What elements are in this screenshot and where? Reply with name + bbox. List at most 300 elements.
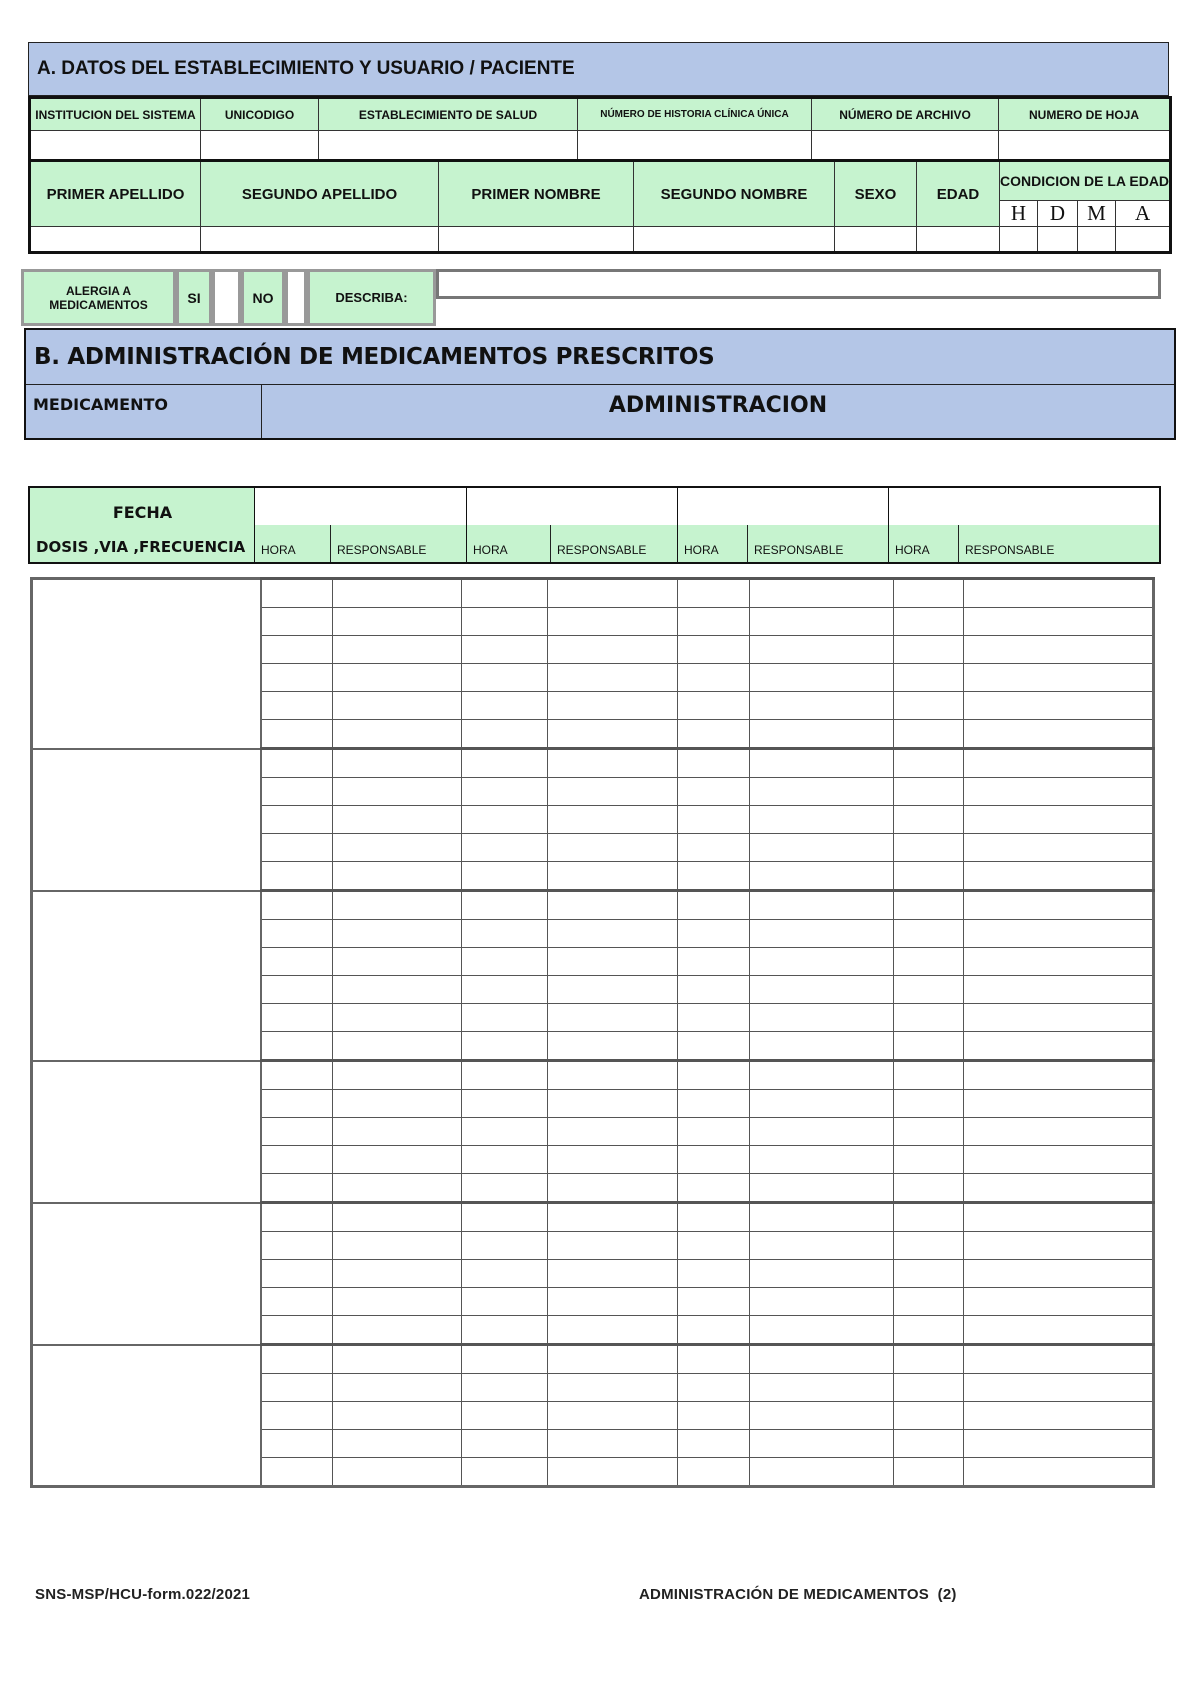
responsable-cell[interactable] [333,1146,462,1174]
responsable-cell[interactable] [548,1345,678,1374]
hora-cell[interactable] [261,1004,333,1032]
hora-cell[interactable] [678,1032,750,1061]
responsable-cell[interactable] [548,1402,678,1430]
medication-cell-4[interactable] [32,1061,261,1203]
hora-cell[interactable] [894,608,964,636]
responsable-cell[interactable] [333,1345,462,1374]
hora-cell[interactable] [894,976,964,1004]
responsable-cell[interactable] [548,1316,678,1345]
hora-cell[interactable] [678,1316,750,1345]
responsable-cell[interactable] [964,1004,1154,1032]
hora-cell[interactable] [678,608,750,636]
hora-cell[interactable] [894,1118,964,1146]
responsable-cell[interactable] [548,1118,678,1146]
responsable-cell[interactable] [333,608,462,636]
responsable-cell[interactable] [333,1288,462,1316]
header-establecimiento: ESTABLECIMIENTO DE SALUD [319,98,578,131]
responsable-cell[interactable] [750,1374,894,1402]
hora-cell[interactable] [894,1288,964,1316]
responsable-cell[interactable] [548,778,678,806]
responsable-cell[interactable] [548,1090,678,1118]
responsable-cell[interactable] [964,636,1154,664]
responsable-cell[interactable] [964,862,1154,891]
responsable-cell[interactable] [964,1288,1154,1316]
responsable-cell[interactable] [750,1118,894,1146]
hora-cell[interactable] [678,1430,750,1458]
hora-cell[interactable] [462,834,548,862]
numero-hoja-field[interactable] [999,131,1171,161]
hora-cell[interactable] [894,778,964,806]
hora-cell[interactable] [678,891,750,920]
responsable-cell[interactable] [333,1260,462,1288]
responsable-cell[interactable] [964,608,1154,636]
responsable-cell[interactable] [333,1316,462,1345]
hora-cell[interactable] [462,1288,548,1316]
hora-cell[interactable] [894,1232,964,1260]
edad-field[interactable] [917,227,1000,253]
hora-cell[interactable] [462,1402,548,1430]
hora-cell[interactable] [678,806,750,834]
responsable-header-3: RESPONSABLE [748,525,889,562]
responsable-cell[interactable] [750,1232,894,1260]
responsable-cell[interactable] [333,720,462,749]
hora-cell[interactable] [678,948,750,976]
responsable-cell[interactable] [333,891,462,920]
responsable-cell[interactable] [333,1004,462,1032]
responsable-cell[interactable] [333,1402,462,1430]
hora-cell[interactable] [462,1174,548,1203]
hora-cell[interactable] [261,806,333,834]
age-hours-checkbox[interactable] [1000,227,1038,253]
responsable-cell[interactable] [750,608,894,636]
responsable-cell[interactable] [548,1260,678,1288]
responsable-cell[interactable] [750,749,894,778]
responsable-cell[interactable] [548,920,678,948]
responsable-cell[interactable] [750,778,894,806]
responsable-cell[interactable] [964,1118,1154,1146]
hora-cell[interactable] [678,636,750,664]
age-hours-label: H [1000,201,1038,227]
hora-cell[interactable] [261,862,333,891]
responsable-cell[interactable] [548,1174,678,1203]
responsable-cell[interactable] [964,720,1154,749]
responsable-cell[interactable] [750,834,894,862]
responsable-cell[interactable] [548,1288,678,1316]
hora-cell[interactable] [894,1061,964,1090]
responsable-cell[interactable] [750,1032,894,1061]
responsable-cell[interactable] [333,948,462,976]
responsable-cell[interactable] [964,1316,1154,1345]
responsable-cell[interactable] [964,1402,1154,1430]
responsable-cell[interactable] [333,834,462,862]
hora-cell[interactable] [462,778,548,806]
hora-cell[interactable] [678,720,750,749]
header-numero-archivo: NÚMERO DE ARCHIVO [812,98,999,131]
hora-cell[interactable] [894,920,964,948]
responsable-cell[interactable] [750,948,894,976]
age-years-checkbox[interactable] [1116,227,1171,253]
patient-data-row2 [28,159,1172,254]
responsable-cell[interactable] [750,1061,894,1090]
responsable-cell[interactable] [548,891,678,920]
hora-cell[interactable] [894,834,964,862]
age-days-checkbox[interactable] [1038,227,1078,253]
hora-cell[interactable] [462,608,548,636]
hora-cell[interactable] [678,1174,750,1203]
hora-cell[interactable] [261,1345,333,1374]
responsable-cell[interactable] [333,1118,462,1146]
hora-cell[interactable] [261,1374,333,1402]
hora-cell[interactable] [261,1316,333,1345]
numero-archivo-field[interactable] [812,131,999,161]
hora-cell[interactable] [894,1146,964,1174]
responsable-cell[interactable] [333,1232,462,1260]
administracion-header-cell [262,385,1174,425]
hora-cell[interactable] [261,1032,333,1061]
hora-cell[interactable] [462,1316,548,1345]
hora-cell[interactable] [462,1203,548,1232]
responsable-cell[interactable] [750,664,894,692]
hora-cell[interactable] [261,579,333,608]
responsable-header-2: RESPONSABLE [551,525,678,562]
hora-cell[interactable] [678,1090,750,1118]
responsable-cell[interactable] [964,1032,1154,1061]
responsable-cell[interactable] [964,778,1154,806]
responsable-cell[interactable] [750,1402,894,1430]
hora-cell[interactable] [678,920,750,948]
responsable-cell[interactable] [964,1374,1154,1402]
hora-cell[interactable] [678,1288,750,1316]
responsable-cell[interactable] [333,920,462,948]
hora-cell[interactable] [261,1260,333,1288]
date-field-4[interactable] [889,488,1159,525]
responsable-cell[interactable] [750,1203,894,1232]
hora-cell[interactable] [261,720,333,749]
hora-cell[interactable] [261,664,333,692]
responsable-cell[interactable] [964,579,1154,608]
responsable-cell[interactable] [333,1430,462,1458]
responsable-cell[interactable] [964,891,1154,920]
hora-cell[interactable] [462,1374,548,1402]
responsable-cell[interactable] [964,920,1154,948]
responsable-cell[interactable] [548,1061,678,1090]
hora-cell[interactable] [261,976,333,1004]
administracion-label: ADMINISTRACION [608,392,828,418]
hora-cell[interactable] [678,1203,750,1232]
hora-cell[interactable] [462,1345,548,1374]
responsable-cell[interactable] [964,1174,1154,1203]
responsable-cell[interactable] [964,948,1154,976]
responsable-cell[interactable] [333,862,462,891]
responsable-cell[interactable] [964,749,1154,778]
hora-cell[interactable] [462,1458,548,1487]
age-months-checkbox[interactable] [1078,227,1116,253]
responsable-cell[interactable] [548,720,678,749]
hora-cell[interactable] [261,1146,333,1174]
hora-cell[interactable] [678,692,750,720]
establecimiento-field[interactable] [319,131,578,161]
responsable-cell[interactable] [964,1345,1154,1374]
responsable-cell[interactable] [548,1032,678,1061]
hora-cell[interactable] [894,806,964,834]
responsable-cell[interactable] [750,1316,894,1345]
responsable-cell[interactable] [548,664,678,692]
hora-cell[interactable] [462,806,548,834]
responsable-cell[interactable] [750,862,894,891]
responsable-cell[interactable] [964,692,1154,720]
unicodigo-field[interactable] [201,131,319,161]
responsable-cell[interactable] [750,1288,894,1316]
responsable-cell[interactable] [548,1004,678,1032]
header-historia-clinica: NÚMERO DE HISTORIA CLÍNICA ÚNICA [578,98,812,131]
responsable-cell[interactable] [750,1430,894,1458]
responsable-cell[interactable] [750,920,894,948]
responsable-cell[interactable] [548,834,678,862]
hora-cell[interactable] [462,862,548,891]
allergy-label: ALERGIA A MEDICAMENTOS [21,269,176,326]
responsable-cell[interactable] [548,1232,678,1260]
hora-cell[interactable] [261,1288,333,1316]
allergy-yes-checkbox[interactable] [212,269,241,326]
responsable-cell[interactable] [964,1458,1154,1487]
responsable-cell[interactable] [750,1345,894,1374]
hora-cell[interactable] [894,1174,964,1203]
hora-cell[interactable] [678,1260,750,1288]
hora-cell[interactable] [894,1374,964,1402]
hora-cell[interactable] [678,1232,750,1260]
responsable-cell[interactable] [548,948,678,976]
responsable-cell[interactable] [333,976,462,1004]
responsable-cell[interactable] [964,976,1154,1004]
hora-cell[interactable] [462,1232,548,1260]
hora-cell[interactable] [261,1402,333,1430]
responsable-cell[interactable] [750,692,894,720]
hora-cell[interactable] [894,1430,964,1458]
responsable-cell[interactable] [548,862,678,891]
allergy-describe-field[interactable] [436,269,1161,299]
hora-cell[interactable] [678,1004,750,1032]
responsable-cell[interactable] [333,664,462,692]
hora-cell[interactable] [678,579,750,608]
hora-cell[interactable] [261,608,333,636]
responsable-header-4: RESPONSABLE [959,525,1159,562]
medication-cell-1[interactable] [32,579,261,749]
responsable-cell[interactable] [548,636,678,664]
hora-cell[interactable] [462,1061,548,1090]
responsable-cell[interactable] [548,1146,678,1174]
hora-cell[interactable] [894,862,964,891]
responsable-cell[interactable] [750,976,894,1004]
hora-cell[interactable] [678,862,750,891]
hora-cell[interactable] [261,1174,333,1203]
hora-cell[interactable] [261,1430,333,1458]
responsable-cell[interactable] [548,1458,678,1487]
sexo-field[interactable] [835,227,917,253]
hora-cell[interactable] [678,976,750,1004]
primer-nombre-field[interactable] [439,227,634,253]
hora-cell[interactable] [462,920,548,948]
hora-cell[interactable] [678,1458,750,1487]
responsable-cell[interactable] [333,1090,462,1118]
hora-cell[interactable] [261,1232,333,1260]
hora-cell[interactable] [678,778,750,806]
responsable-cell[interactable] [548,579,678,608]
allergy-yes-label: SI [176,269,212,326]
medication-cell-6[interactable] [32,1345,261,1487]
hora-cell[interactable] [678,1374,750,1402]
hora-cell[interactable] [894,948,964,976]
hora-cell[interactable] [894,579,964,608]
responsable-cell[interactable] [964,1203,1154,1232]
responsable-cell[interactable] [964,1146,1154,1174]
responsable-cell[interactable] [750,1146,894,1174]
hora-cell[interactable] [894,1203,964,1232]
responsable-cell[interactable] [333,579,462,608]
hora-cell[interactable] [678,749,750,778]
hora-cell[interactable] [678,1345,750,1374]
responsable-cell[interactable] [964,806,1154,834]
responsable-cell[interactable] [548,1203,678,1232]
hora-cell[interactable] [894,1090,964,1118]
responsable-cell[interactable] [548,749,678,778]
administration-grid [30,577,1155,1488]
hora-cell[interactable] [462,1430,548,1458]
responsable-cell[interactable] [333,749,462,778]
hora-cell[interactable] [462,664,548,692]
hora-cell[interactable] [462,1032,548,1061]
responsable-cell[interactable] [964,664,1154,692]
hora-cell[interactable] [894,720,964,749]
medication-cell-5[interactable] [32,1203,261,1345]
responsable-cell[interactable] [333,806,462,834]
hora-cell[interactable] [678,1061,750,1090]
responsable-cell[interactable] [750,806,894,834]
hora-cell[interactable] [678,1118,750,1146]
institucion-field[interactable] [30,131,201,161]
hora-cell[interactable] [462,720,548,749]
hora-cell[interactable] [462,1090,548,1118]
responsable-cell[interactable] [548,608,678,636]
hora-header-4: HORA [889,525,959,562]
hora-cell[interactable] [261,778,333,806]
allergy-no-checkbox[interactable] [285,269,307,326]
responsable-cell[interactable] [750,1174,894,1203]
hora-cell[interactable] [894,1345,964,1374]
responsable-cell[interactable] [964,834,1154,862]
medication-cell-3[interactable] [32,891,261,1061]
hora-cell[interactable] [894,636,964,664]
primer-apellido-field[interactable] [30,227,201,253]
responsable-cell[interactable] [750,1090,894,1118]
hora-cell[interactable] [462,692,548,720]
responsable-cell[interactable] [548,976,678,1004]
hora-cell[interactable] [261,636,333,664]
responsable-cell[interactable] [333,1174,462,1203]
hora-cell[interactable] [678,664,750,692]
segundo-nombre-field[interactable] [634,227,835,253]
hora-cell[interactable] [261,891,333,920]
responsable-cell[interactable] [750,1260,894,1288]
hora-cell[interactable] [894,692,964,720]
responsable-cell[interactable] [333,778,462,806]
hora-cell[interactable] [261,948,333,976]
hora-cell[interactable] [894,891,964,920]
hora-cell[interactable] [261,692,333,720]
responsable-cell[interactable] [548,692,678,720]
responsable-cell[interactable] [333,1203,462,1232]
date-field-2[interactable] [467,488,678,525]
responsable-cell[interactable] [964,1090,1154,1118]
hora-cell[interactable] [894,1316,964,1345]
historia-clinica-field[interactable] [578,131,812,161]
responsable-cell[interactable] [333,692,462,720]
hora-cell[interactable] [462,636,548,664]
responsable-cell[interactable] [548,1374,678,1402]
hora-cell[interactable] [462,891,548,920]
hora-cell[interactable] [261,1061,333,1090]
responsable-cell[interactable] [750,891,894,920]
hora-cell[interactable] [462,1260,548,1288]
hora-cell[interactable] [261,1458,333,1487]
hora-cell[interactable] [261,1203,333,1232]
hora-cell[interactable] [678,1402,750,1430]
hora-cell[interactable] [894,1004,964,1032]
responsable-cell[interactable] [964,1260,1154,1288]
hora-cell[interactable] [894,1402,964,1430]
hora-cell[interactable] [462,976,548,1004]
hora-cell[interactable] [678,1146,750,1174]
responsable-cell[interactable] [964,1061,1154,1090]
hora-cell[interactable] [462,579,548,608]
hora-cell[interactable] [261,1118,333,1146]
medication-cell-2[interactable] [32,749,261,891]
date-field-3[interactable] [678,488,889,525]
hora-cell[interactable] [678,834,750,862]
date-field-1[interactable] [255,488,467,525]
responsable-cell[interactable] [964,1430,1154,1458]
hora-cell[interactable] [261,749,333,778]
responsable-cell[interactable] [750,720,894,749]
responsable-cell[interactable] [750,1458,894,1487]
hora-cell[interactable] [462,1118,548,1146]
hora-cell[interactable] [894,1260,964,1288]
responsable-cell[interactable] [964,1232,1154,1260]
hora-cell[interactable] [261,1090,333,1118]
responsable-cell[interactable] [548,1430,678,1458]
hora-cell[interactable] [462,948,548,976]
responsable-cell[interactable] [333,1061,462,1090]
responsable-cell[interactable] [333,1458,462,1487]
responsable-cell[interactable] [333,1374,462,1402]
hora-cell[interactable] [261,920,333,948]
hora-cell[interactable] [462,749,548,778]
hora-cell[interactable] [462,1004,548,1032]
hora-cell[interactable] [894,1032,964,1061]
responsable-cell[interactable] [548,806,678,834]
hora-cell[interactable] [894,664,964,692]
hora-cell[interactable] [894,749,964,778]
segundo-apellido-field[interactable] [201,227,439,253]
responsable-cell[interactable] [750,579,894,608]
responsable-cell[interactable] [750,636,894,664]
responsable-cell[interactable] [750,1004,894,1032]
responsable-cell[interactable] [333,1032,462,1061]
responsable-cell[interactable] [333,636,462,664]
age-months-label: M [1078,201,1116,227]
hora-cell[interactable] [462,1146,548,1174]
hora-cell[interactable] [894,1458,964,1487]
hora-cell[interactable] [261,834,333,862]
